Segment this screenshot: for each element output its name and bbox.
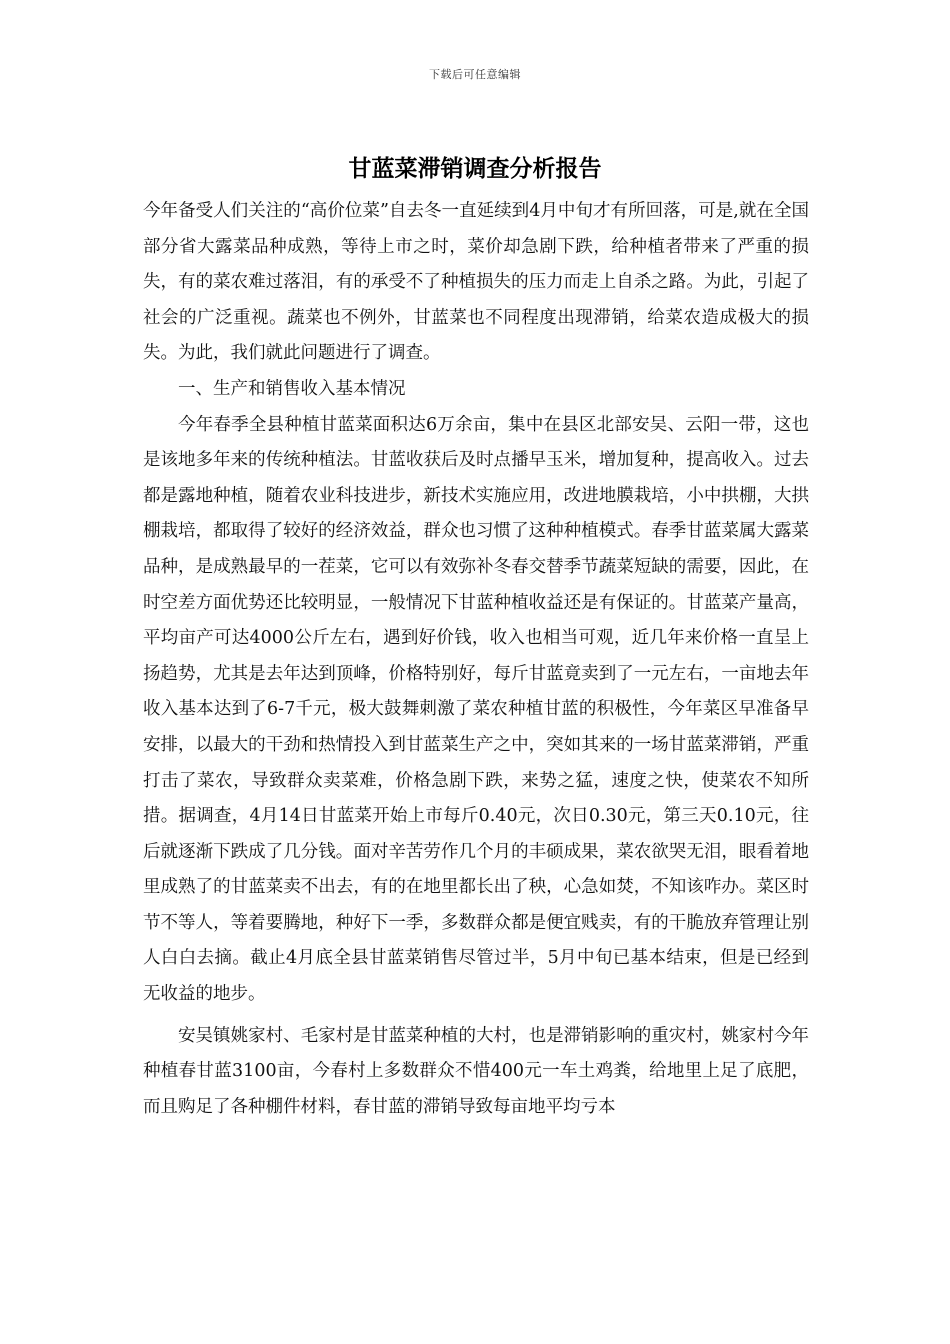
document-title: 甘蓝菜滞销调查分析报告 [348,155,602,182]
page-header-note: 下载后可任意编辑 [429,68,521,81]
body-paragraph: 今年春季全县种植甘蓝菜面积达6万余亩，集中在县区北部安吴、云阳一带，这也是该地多年来的传统种植法。甘蓝收获后及时点播早玉米，增加复种，提高收入。过去都是露地种植，随着农业科技进步，新技术实施应用，改进地膜栽培，小中拱棚，大拱棚栽培，都取得了较好的经济效益，群众也习惯了这种种植模式。春季甘蓝菜属大露菜品种，是成熟最早的一茬菜，它可以有效弥补冬春交替季节蔬菜短缺的需要，因此，在时空差方面优势还比较明显，一般情况下甘蓝种植收益还是有保证的。甘蓝菜产量高，平均亩产可达4000公斤左右，遇到好价钱，收入也相当可观，近几年来价格一直呈上扬趋势，尤其是去年达到顶峰，价格特别好，每斤甘蓝竟卖到了一元左右，一亩地去年收入基本达到了6-7千元，极大鼓舞刺激了菜农种植甘蓝的积极性，今年菜区早准备早安排，以最大的干劲和热情投入到甘蓝菜生产之中，突如其来的一场甘蓝菜滞销，严重打击了菜农，导致群众卖菜难，价格急剧下跌，来势之猛，速度之快，使菜农不知所措。据调查，4月14日甘蓝菜开始上市每斤0.40元，次日0.30元，第三天0.10元，往后就逐渐下跌成了几分钱。面对辛苦劳作几个月的丰硕成果，菜农欲哭无泪，眼看着地里成熟了的甘蓝菜卖不出去，有的在地里都长出了秧，心急如焚，不知该咋办。菜区时节不等人，等着要腾地，种好下一季，多数群众都是便宜贱卖，有的干脆放弃管理让别人白白去摘。截止4月底全县甘蓝菜销售尽管过半，5月中旬已基本结束，但是已经到无收益的地步。 [143,414,809,1005]
intro-paragraph: 今年备受人们关注的“高价位菜”自去冬一直延续到4月中旬才有所回落，可是,就在全国部分省大露菜品种成熟，等待上市之时，菜价却急剧下跌，给种植者带来了严重的损失，有的菜农难过落泪，有的承受不了种植损失的压力而走上自杀之路。为此，引起了社会的广泛重视。蔬菜也不例外，甘蓝菜也不同程度出现滞销，给菜农造成极大的损失。为此，我们就此问题进行了调查。 [143,201,809,364]
body-paragraph: 安吴镇姚家村、毛家村是甘蓝菜种植的大村，也是滞销影响的重灾村，姚家村今年种植春甘蓝3100亩，今春村上多数群众不惜400元一车土鸡粪，给地里上足了底肥，而且购足了各种棚件材料，春甘蓝的滞销导致每亩地平均亏本 [143,1025,809,1117]
document-body [143,194,809,1125]
section-heading: 一、生产和销售收入基本情况 [178,378,406,399]
